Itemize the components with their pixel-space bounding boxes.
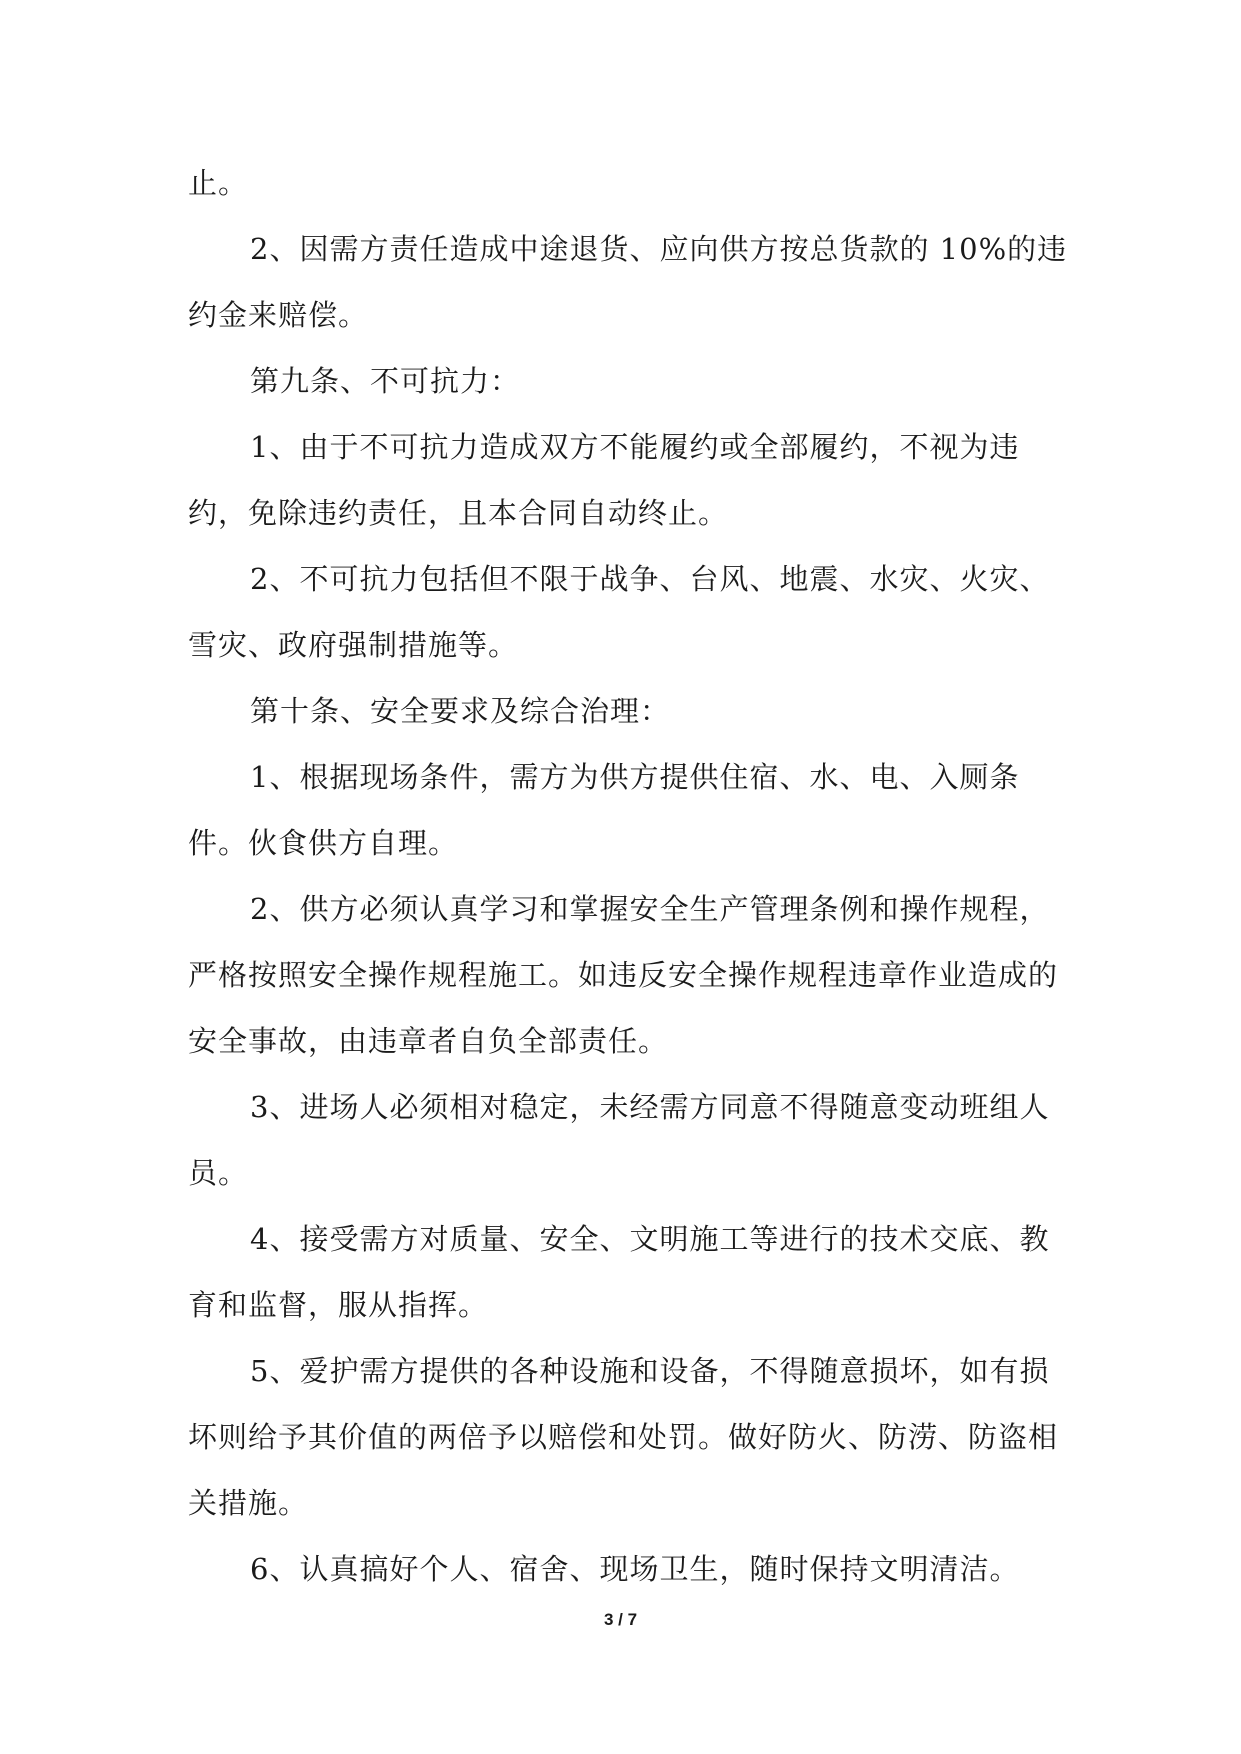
heading-article-10: 第十条、安全要求及综合治理：	[250, 694, 671, 728]
paragraph-article-10-item-1: 1、根据现场条件，需方为供方提供住宿、水、电、入厕条件。伙食供方自理。	[188, 760, 1020, 860]
paragraph-continuation: 止。	[188, 166, 249, 200]
paragraph-clause-8-item-2: 2、因需方责任造成中途退货、应向供方按总货款的 10%的违约金来赔偿。	[188, 232, 1068, 332]
paragraph-article-9-item-1: 1、由于不可抗力造成双方不能履约或全部履约，不视为违约，免除违约责任，且本合同自动终止。	[188, 430, 1020, 530]
document-body	[188, 150, 1068, 1602]
paragraph-article-9-item-2: 2、不可抗力包括但不限于战争、台风、地震、水灾、火灾、雪灾、政府强制措施等。	[188, 562, 1050, 662]
paragraph-article-10-item-5: 5、爱护需方提供的各种设施和设备，不得随意损坏，如有损坏则给予其价值的两倍予以赔偿和处罚。做好防火、防涝、防盗相关措施。	[188, 1354, 1059, 1520]
paragraph-article-10-item-3: 3、进场人必须相对稳定，未经需方同意不得随意变动班组人员。	[188, 1090, 1050, 1190]
paragraph-article-10-item-6: 6、认真搞好个人、宿舍、现场卫生，随时保持文明清洁。	[250, 1552, 1020, 1586]
paragraph-article-10-item-4: 4、接受需方对质量、安全、文明施工等进行的技术交底、教育和监督，服从指挥。	[188, 1222, 1050, 1322]
page-number: 3 / 7	[603, 1610, 638, 1629]
heading-article-9: 第九条、不可抗力：	[250, 364, 521, 398]
paragraph-article-10-item-2: 2、供方必须认真学习和掌握安全生产管理条例和操作规程，严格按照安全操作规程施工。如违反安全操作规程违章作业造成的安全事故，由违章者自负全部责任。	[188, 892, 1059, 1058]
